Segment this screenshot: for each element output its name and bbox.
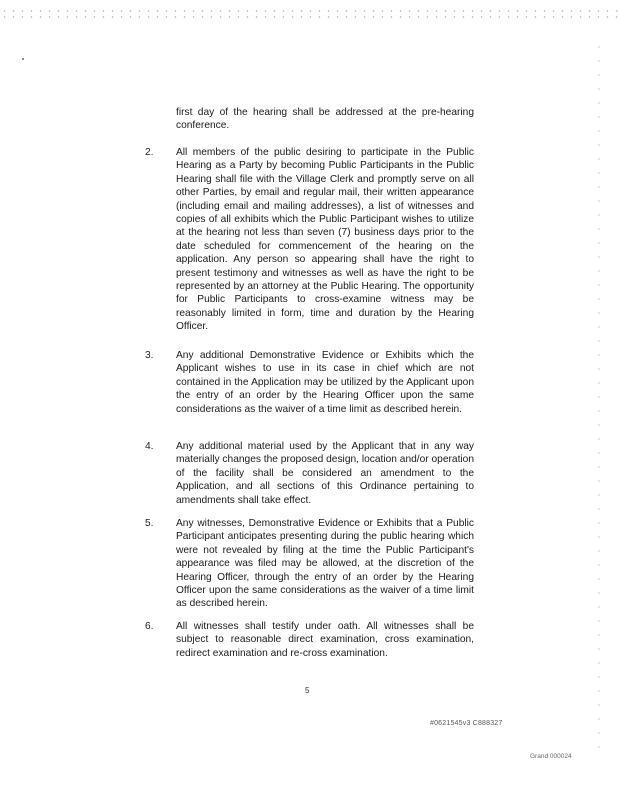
continuation-paragraph: first day of the hearing shall be addressed at the pre-hearing conference. [176,107,474,132]
scan-dot [22,58,24,60]
item-number: 2. [145,147,154,158]
bates-number: Grand 000024 [530,753,572,760]
scan-artifact-right [597,40,601,760]
item-text: Any witnesses, Demonstrative Evidence or Exhibits that a Public Participant anticipates presenting during the public hearing which were not revealed by filing at the time the Public Participant's appearance was filed may be allowed, at the discretion of the Hearing Officer, through the entry of an order by the Hearing Officer upon the same considerations as the waiver of a time limit as described herein. [176,518,474,610]
item-text: Any additional Demonstrative Evidence or Exhibits which the Applicant wishes to use in its case in chief which are not contained in the Application may be utilized by the Applicant upon the entry of an order by the Hearing Officer upon the same considerations as the waiver of a time limit as described herein. [176,350,474,415]
item-number: 5. [145,518,154,529]
item-number: 3. [145,350,154,361]
item-number: 6. [145,621,154,632]
item-text: All witnesses shall testify under oath. All witnesses shall be subject to reasonable direct examination, cross examination, redirect examination and re-cross examination. [176,621,474,659]
document-id: #0621545v3 C888327 [430,720,503,727]
item-number: 4. [145,441,154,452]
item-text: Any additional material used by the Applicant that in any way materially changes the proposed design, location and/or operation of the facility shall be considered an amendment to the Application, and all sections of this Ordinance pertaining to amendments shall take effect. [176,441,474,506]
scan-artifact-top [0,8,619,20]
item-text: All members of the public desiring to participate in the Public Hearing as a Party by becoming Public Participants in the Public Hearing shall file with the Village Clerk and promptly serve on all other Parties, by email and regular mail, their written appearance (including email and mailing addresses), a list of witnesses and copies of all exhibits which the Public Participant wishes to utilize at the hearing not less than seven (7) business days prior to the date scheduled for commencement of the hearing on the application. Any person so appearing shall have the right to present testimony and witnesses as well as have the right to be represented by an attorney at the Public Hearing. The opportunity for Public Participants to cross-examine witness may be reasonably limited in form, time and duration by the Hearing Officer. [176,147,474,333]
page-number: 5 [305,686,310,695]
